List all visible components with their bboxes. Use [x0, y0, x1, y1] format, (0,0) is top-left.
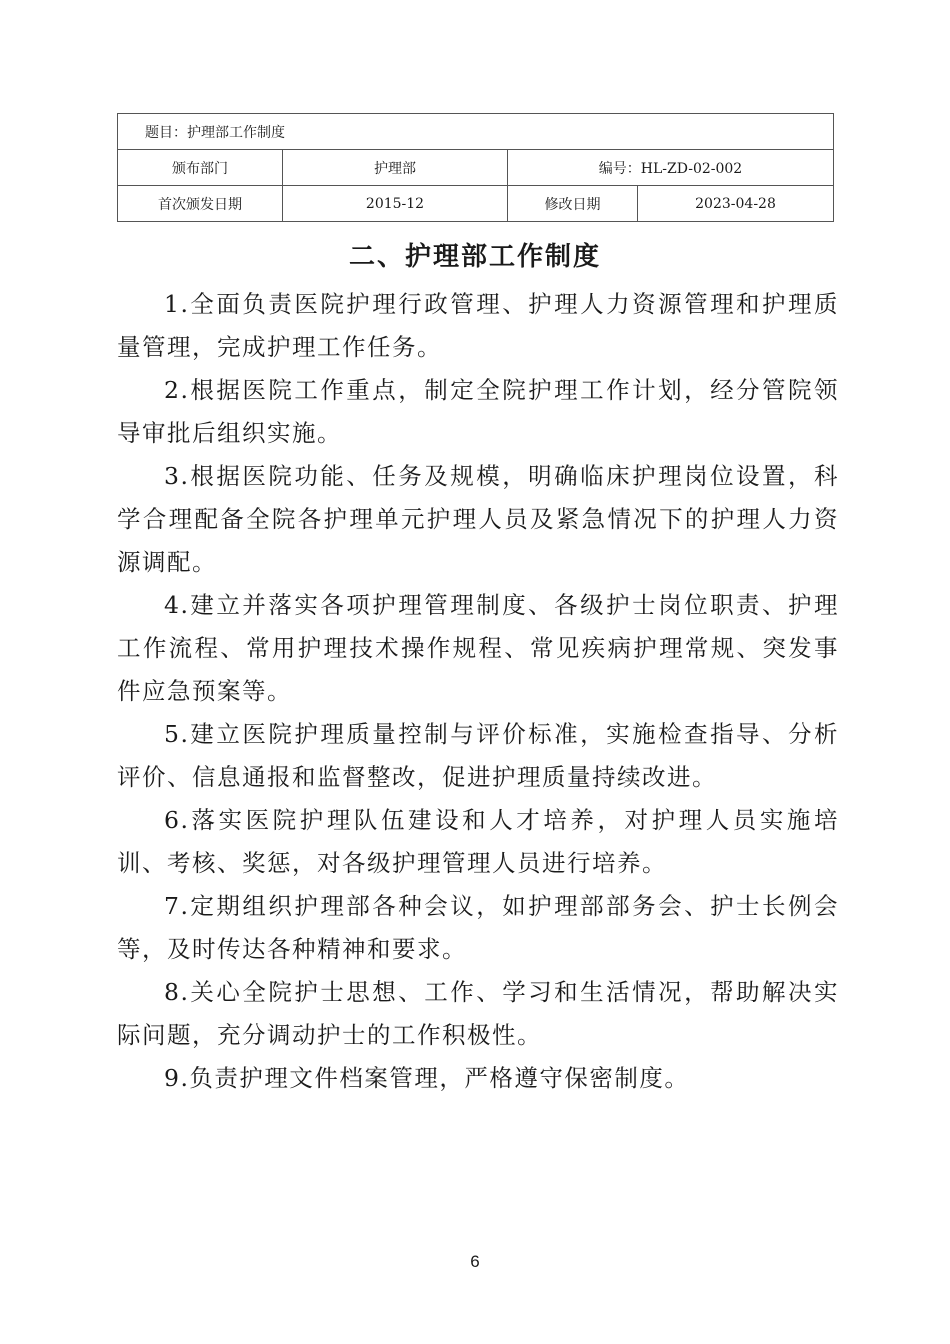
- paragraph-4: 4.建立并落实各项护理管理制度、各级护士岗位职责、护理工作流程、常用护理技术操作规程、常见疾病护理常规、突发事件应急预案等。: [117, 591, 839, 705]
- page-number: 6: [470, 1252, 480, 1271]
- first-issue-label: 首次颁发日期: [118, 186, 283, 222]
- header-title-cell: 题目：护理部工作制度: [118, 114, 834, 150]
- issuing-dept-value: 护理部: [283, 150, 508, 186]
- document-body: [117, 283, 839, 1100]
- paragraph-5: 5.建立医院护理质量控制与评价标准，实施检查指导、分析评价、信息通报和监督整改，促进护理质量持续改进。: [117, 720, 839, 791]
- issuing-dept-label: 颁布部门: [118, 150, 283, 186]
- paragraph-3: 3.根据医院功能、任务及规模，明确临床护理岗位设置，科学合理配备全院各护理单元护理人员及紧急情况下的护理人力资源调配。: [117, 462, 839, 576]
- paragraph-1: 1.全面负责医院护理行政管理、护理人力资源管理和护理质量管理，完成护理工作任务。: [117, 290, 839, 361]
- paragraph-2: 2.根据医院工作重点，制定全院护理工作计划，经分管院领导审批后组织实施。: [117, 376, 839, 447]
- paragraph-9: 9.负责护理文件档案管理，严格遵守保密制度。: [164, 1064, 690, 1092]
- paragraph-7: 7.定期组织护理部各种会议，如护理部部务会、护士长例会等，及时传达各种精神和要求。: [117, 892, 839, 963]
- first-issue-value: 2015-12: [283, 186, 508, 222]
- revision-value: 2023-04-28: [638, 186, 834, 222]
- header-dept-row: [118, 150, 834, 186]
- header-date-row: [118, 186, 834, 222]
- document-title: 二、护理部工作制度: [348, 242, 601, 272]
- document-header-table: [117, 113, 834, 222]
- header-title-row: [118, 114, 834, 150]
- paragraph-6: 6.落实医院护理队伍建设和人才培养，对护理人员实施培训、考核、奖惩，对各级护理管理人员进行培养。: [117, 806, 839, 877]
- doc-number: 编号：HL-ZD-02-002: [508, 150, 834, 186]
- revision-label: 修改日期: [508, 186, 638, 222]
- paragraph-8: 8.关心全院护士思想、工作、学习和生活情况，帮助解决实际问题，充分调动护士的工作积极性。: [117, 978, 839, 1049]
